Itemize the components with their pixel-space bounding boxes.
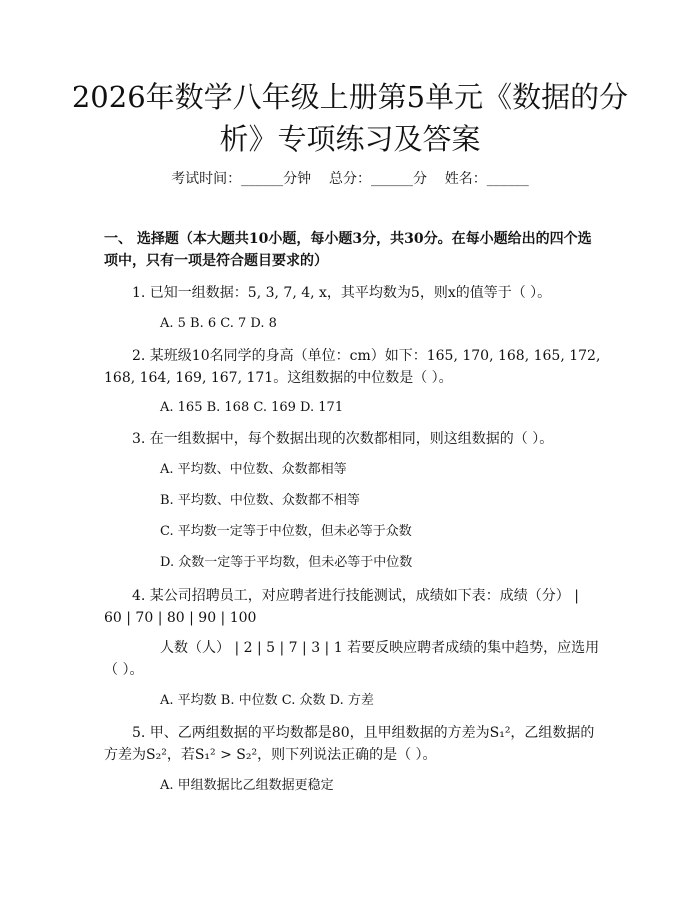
question-3-option-c: C. 平均数一定等于中位数，但未必等于众数 <box>160 524 412 539</box>
question-4: 4. 某公司招聘员工，对应聘者进行技能测试，成绩如下表：成绩（分） | 60 | 70 | 80 | 90 | 100 <box>104 588 579 626</box>
question-5-option-a: A. 甲组数据比乙组数据更稳定 <box>160 778 334 793</box>
question-3: 3. 在一组数据中，每个数据出现的次数都相同，则这组数据的（ ）。 <box>132 431 554 447</box>
question-5: 5. 甲、乙两组数据的平均数都是80，且甲组数据的方差为S₁²，乙组数据的方差为S₂²，若S₁² > S₂²，则下列说法正确的是（ ）。 <box>104 725 595 763</box>
question-1: 1. 已知一组数据：5, 3, 7, 4, x，其平均数为5，则x的值等于（ ）。 <box>132 285 552 301</box>
question-2-options: A. 165 B. 168 C. 169 D. 171 <box>160 400 344 415</box>
section-heading-choice: 一、 选择题（本大题共10小题，每小题3分，共30分。在每小题给出的四个选项中，只有一项是符合题目要求的） <box>104 231 592 269</box>
question-3-option-d: D. 众数一定等于平均数，但未必等于中位数 <box>160 555 413 570</box>
question-4-options: A. 平均数 B. 中位数 C. 众数 D. 方差 <box>160 693 374 708</box>
question-3-option-a: A. 平均数、中位数、众数都相等 <box>160 462 347 477</box>
question-4-continuation: 人数（人） | 2 | 5 | 7 | 3 | 1 若要反映应聘者成绩的集中趋势，应选用（ ）。 <box>104 640 600 678</box>
question-1-options: A. 5 B. 6 C. 7 D. 8 <box>160 316 277 331</box>
question-2: 2. 某班级10名同学的身高（单位：cm）如下：165, 170, 168, 165, 172, 168, 164, 169, 167, 171。这组数据的中位数是（ ）。 <box>104 348 601 386</box>
question-3-option-b: B. 平均数、中位数、众数都不相等 <box>160 493 360 508</box>
document-title: 2026年数学八年级上册第5单元《数据的分析》专项练习及答案 <box>71 80 629 156</box>
exam-meta-line: 考试时间：______分钟 总分：______分 姓名：______ <box>171 171 529 187</box>
